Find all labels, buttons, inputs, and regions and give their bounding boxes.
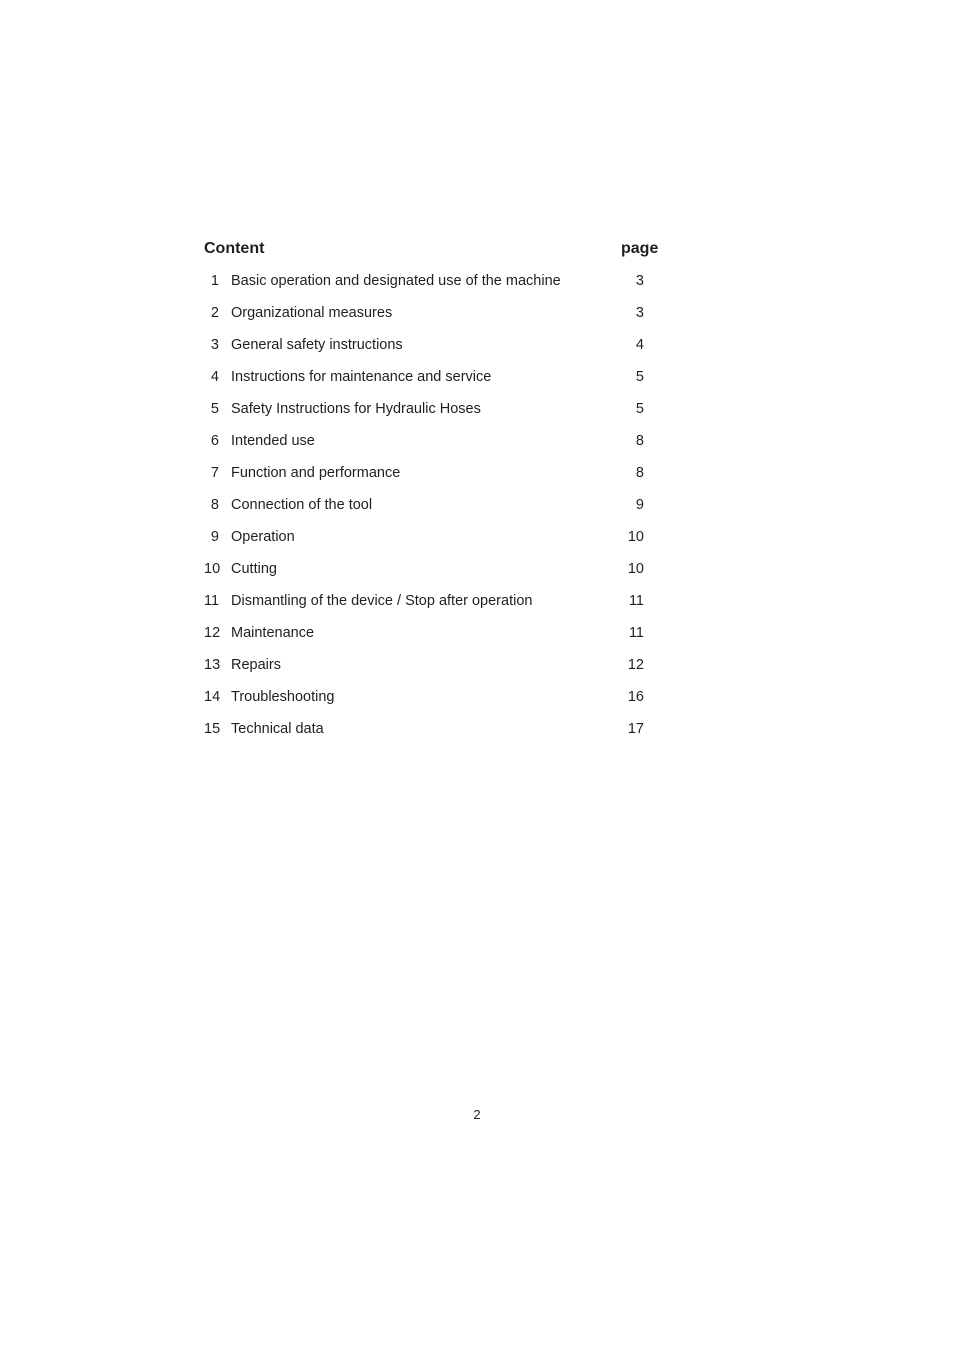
toc-entry-page: 17 — [627, 721, 644, 737]
toc-entry-page: 8 — [635, 465, 644, 481]
toc-entry-page: 9 — [635, 497, 644, 513]
toc-entry[interactable] — [204, 271, 660, 303]
toc-entry-title: Dismantling of the device / Stop after operation — [231, 593, 533, 609]
toc-entry-page: 12 — [627, 657, 644, 673]
toc-entry-number: 12 — [204, 625, 221, 641]
toc-entry-page: 3 — [635, 273, 644, 289]
toc-entry-page: 4 — [635, 337, 644, 353]
toc-entry-number: 6 — [210, 433, 219, 449]
toc-entry-page: 16 — [627, 689, 644, 705]
toc-entry-number: 15 — [204, 721, 221, 737]
toc-entry-page: 10 — [627, 561, 644, 577]
toc-entry-title: Instructions for maintenance and service — [231, 369, 492, 385]
toc-entry[interactable] — [204, 719, 660, 751]
toc-entry-title: Troubleshooting — [231, 689, 335, 705]
toc-entry[interactable] — [204, 463, 660, 495]
toc-entry[interactable] — [204, 527, 660, 559]
toc-entry-title: Maintenance — [231, 625, 315, 641]
toc-entry-title: Basic operation and designated use of the machine — [231, 273, 561, 289]
toc-entry-page: 11 — [628, 625, 644, 641]
toc-entry-number: 7 — [210, 465, 219, 481]
toc-entry-number: 4 — [210, 369, 219, 385]
page-number: 2 — [473, 1107, 481, 1122]
toc-entry[interactable] — [204, 591, 660, 623]
toc-entry-page: 3 — [635, 305, 644, 321]
toc-entry-number: 11 — [204, 593, 220, 609]
toc-entry-title: General safety instructions — [231, 337, 403, 353]
toc-entry-title: Operation — [231, 529, 295, 545]
toc-entry-title: Function and performance — [231, 465, 401, 481]
toc-entry[interactable] — [204, 431, 660, 463]
toc-entry-number: 1 — [210, 273, 219, 289]
toc-entry-title: Safety Instructions for Hydraulic Hoses — [231, 401, 481, 417]
toc-entry[interactable] — [204, 655, 660, 687]
toc-entry-number: 5 — [210, 401, 219, 417]
toc-entry-title: Technical data — [231, 721, 324, 737]
toc-entry[interactable] — [204, 559, 660, 591]
toc-entry-number: 3 — [210, 337, 219, 353]
toc-heading: Content — [204, 240, 265, 257]
toc-entry-number: 8 — [210, 497, 219, 513]
toc-entry-number: 10 — [204, 561, 221, 577]
toc-entry-page: 11 — [628, 593, 644, 609]
toc-header — [204, 238, 660, 260]
toc-entry-title: Connection of the tool — [231, 497, 373, 513]
toc-entry[interactable] — [204, 303, 660, 335]
toc-entry[interactable] — [204, 623, 660, 655]
toc-entry-number: 2 — [210, 305, 219, 321]
toc-entry-title: Repairs — [231, 657, 281, 673]
toc-entry[interactable] — [204, 367, 660, 399]
toc-entry[interactable] — [204, 399, 660, 431]
table-of-contents — [204, 238, 660, 751]
toc-page-column-heading: page — [621, 240, 659, 257]
toc-entry-page: 10 — [627, 529, 644, 545]
toc-entry-page: 5 — [635, 369, 644, 385]
toc-entry-title: Cutting — [231, 561, 277, 577]
toc-entry[interactable] — [204, 335, 660, 367]
toc-entry-page: 5 — [635, 401, 644, 417]
toc-entry-page: 8 — [635, 433, 644, 449]
toc-entry-number: 9 — [210, 529, 219, 545]
toc-entry-title: Organizational measures — [231, 305, 393, 321]
toc-entry[interactable] — [204, 495, 660, 527]
toc-entry-title: Intended use — [231, 433, 315, 449]
toc-entry-number: 13 — [204, 657, 221, 673]
toc-entry-number: 14 — [204, 689, 221, 705]
toc-entry[interactable] — [204, 687, 660, 719]
